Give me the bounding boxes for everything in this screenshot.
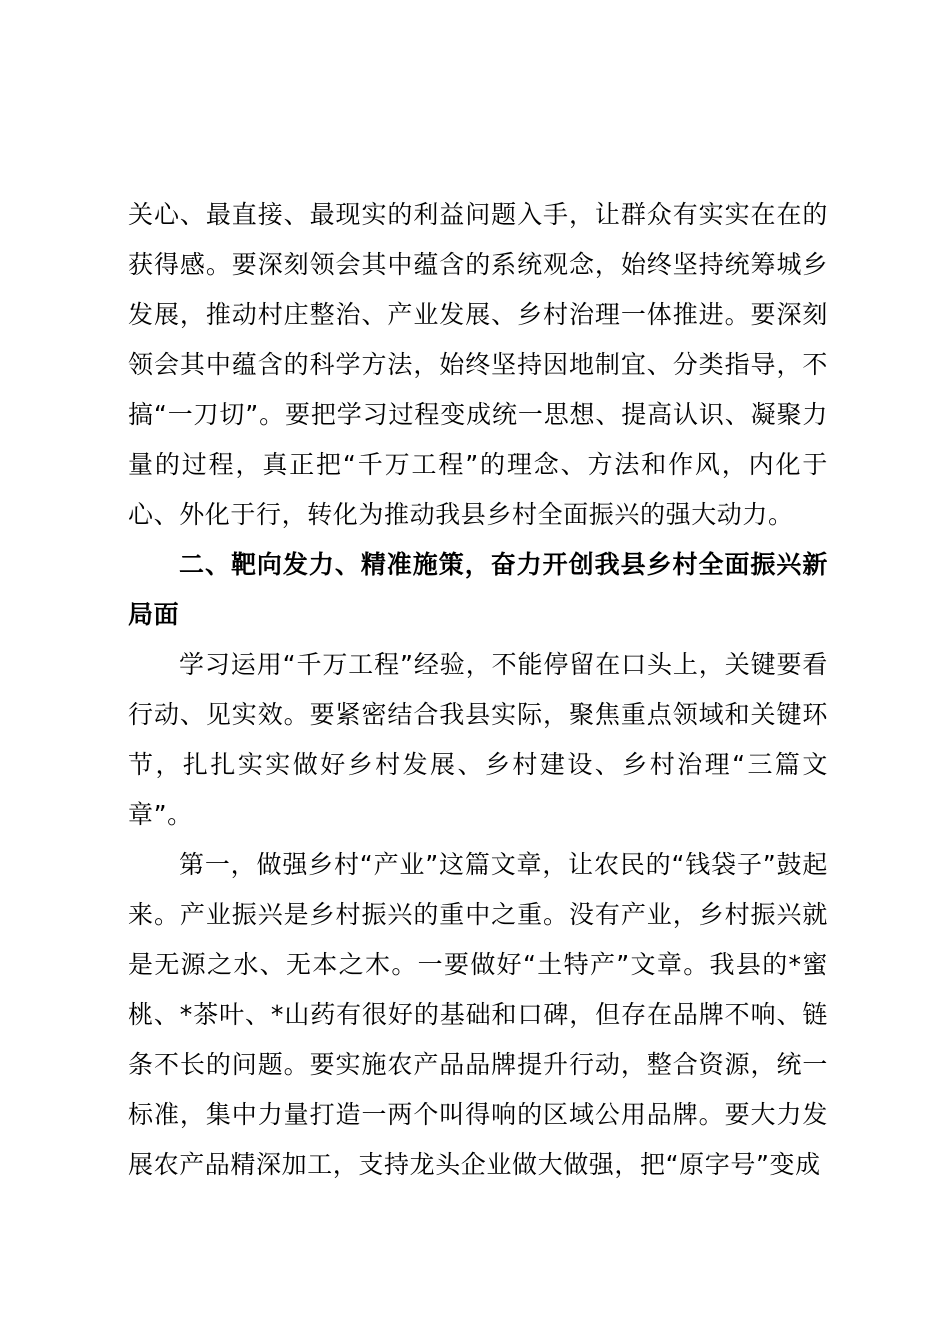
body-paragraph-3: 第一，做强乡村“产业”这篇文章，让农民的“钱袋子”鼓起来。产业振兴是乡村振兴的重中之重。没有产业，乡村振兴就是无源之水、无本之木。一要做好“土特产”文章。我县的*蜜桃、*茶叶、*山药有很好的基础和口碑，但存在品牌不响、链条不长的问题。要实施农产品品牌提升行动，整合资源，统一标准，集中力量打造一两个叫得响的区域公用品牌。要大力发展农产品精深加工，支持龙头企业做大做强，把“原字号”变成 bbox=[128, 850, 828, 1179]
document-page bbox=[128, 190, 828, 1190]
body-paragraph-1: 关心、最直接、最现实的利益问题入手，让群众有实实在在的获得感。要深刻领会其中蕴含的系统观念，始终坚持统筹城乡发展，推动村庄整治、产业发展、乡村治理一体推进。要深刻领会其中蕴含的科学方法，始终坚持因地制宜、分类指导，不搞“一刀切”。要把学习过程变成统一思想、提高认识、凝聚力量的过程，真正把“千万工程”的理念、方法和作风，内化于心、外化于行，转化为推动我县乡村全面振兴的强大动力。 bbox=[128, 200, 828, 529]
section-heading: 二、靶向发力、精准施策，奋力开创我县乡村全面振兴新局面 bbox=[128, 550, 828, 629]
body-paragraph-2: 学习运用“千万工程”经验，不能停留在口头上，关键要看行动、见实效。要紧密结合我县实际，聚焦重点领域和关键环节，扎扎实实做好乡村发展、乡村建设、乡村治理“三篇文章”。 bbox=[128, 650, 828, 829]
